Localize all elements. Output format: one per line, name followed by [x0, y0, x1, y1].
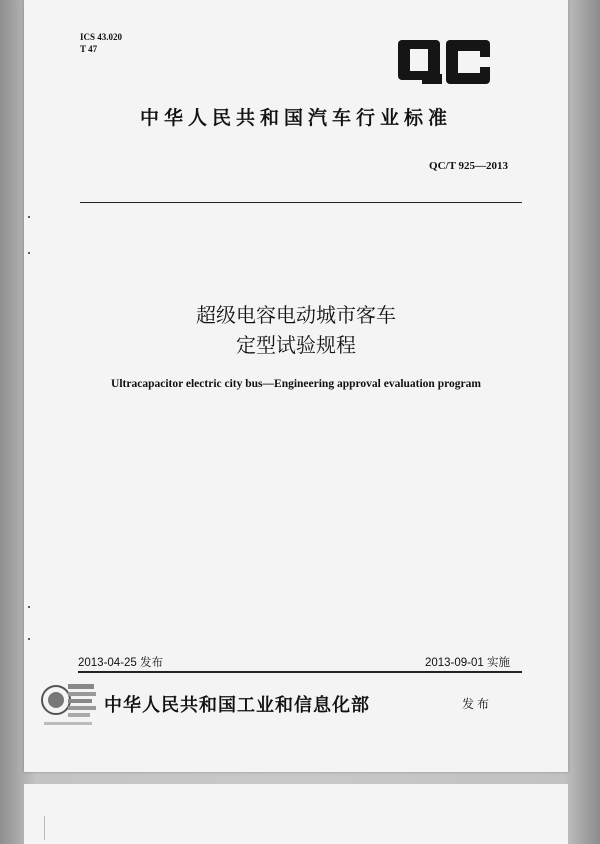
- classification-block: [80, 31, 122, 55]
- scan-speck: [28, 216, 30, 218]
- standard-number: QC/T 925—2013: [429, 160, 508, 172]
- industry-standard-title: 中华人民共和国汽车行业标准: [139, 107, 452, 129]
- scan-speck: [28, 252, 30, 254]
- scan-speck: [28, 606, 30, 608]
- scan-speck: [28, 638, 30, 640]
- document-page: [24, 0, 568, 772]
- next-page-mark: [44, 816, 45, 840]
- ics-code: ICS 43.020: [80, 32, 123, 42]
- effective-date: 2013-09-01 实施: [424, 657, 510, 669]
- issuing-authority: 中华人民共和国工业和信息化部: [104, 695, 370, 716]
- title-cn-line1: 超级电容电动城市客车: [196, 303, 396, 327]
- footer-divider: [78, 671, 522, 673]
- title-cn-line2: 定型试验规程: [236, 333, 356, 357]
- class-code: T 47: [80, 44, 98, 54]
- next-page-edge: [24, 784, 568, 844]
- release-date: 2013-04-25 发布: [78, 657, 164, 669]
- document-title-en: Ultracapacitor electric city bus—Engineering approval evaluation program: [111, 378, 481, 390]
- publisher-seal-icon: [38, 676, 100, 732]
- header-divider: [80, 202, 522, 203]
- document-title-cn: [24, 300, 568, 360]
- issuing-suffix: 发布: [462, 697, 493, 711]
- qc-logo: [396, 38, 492, 86]
